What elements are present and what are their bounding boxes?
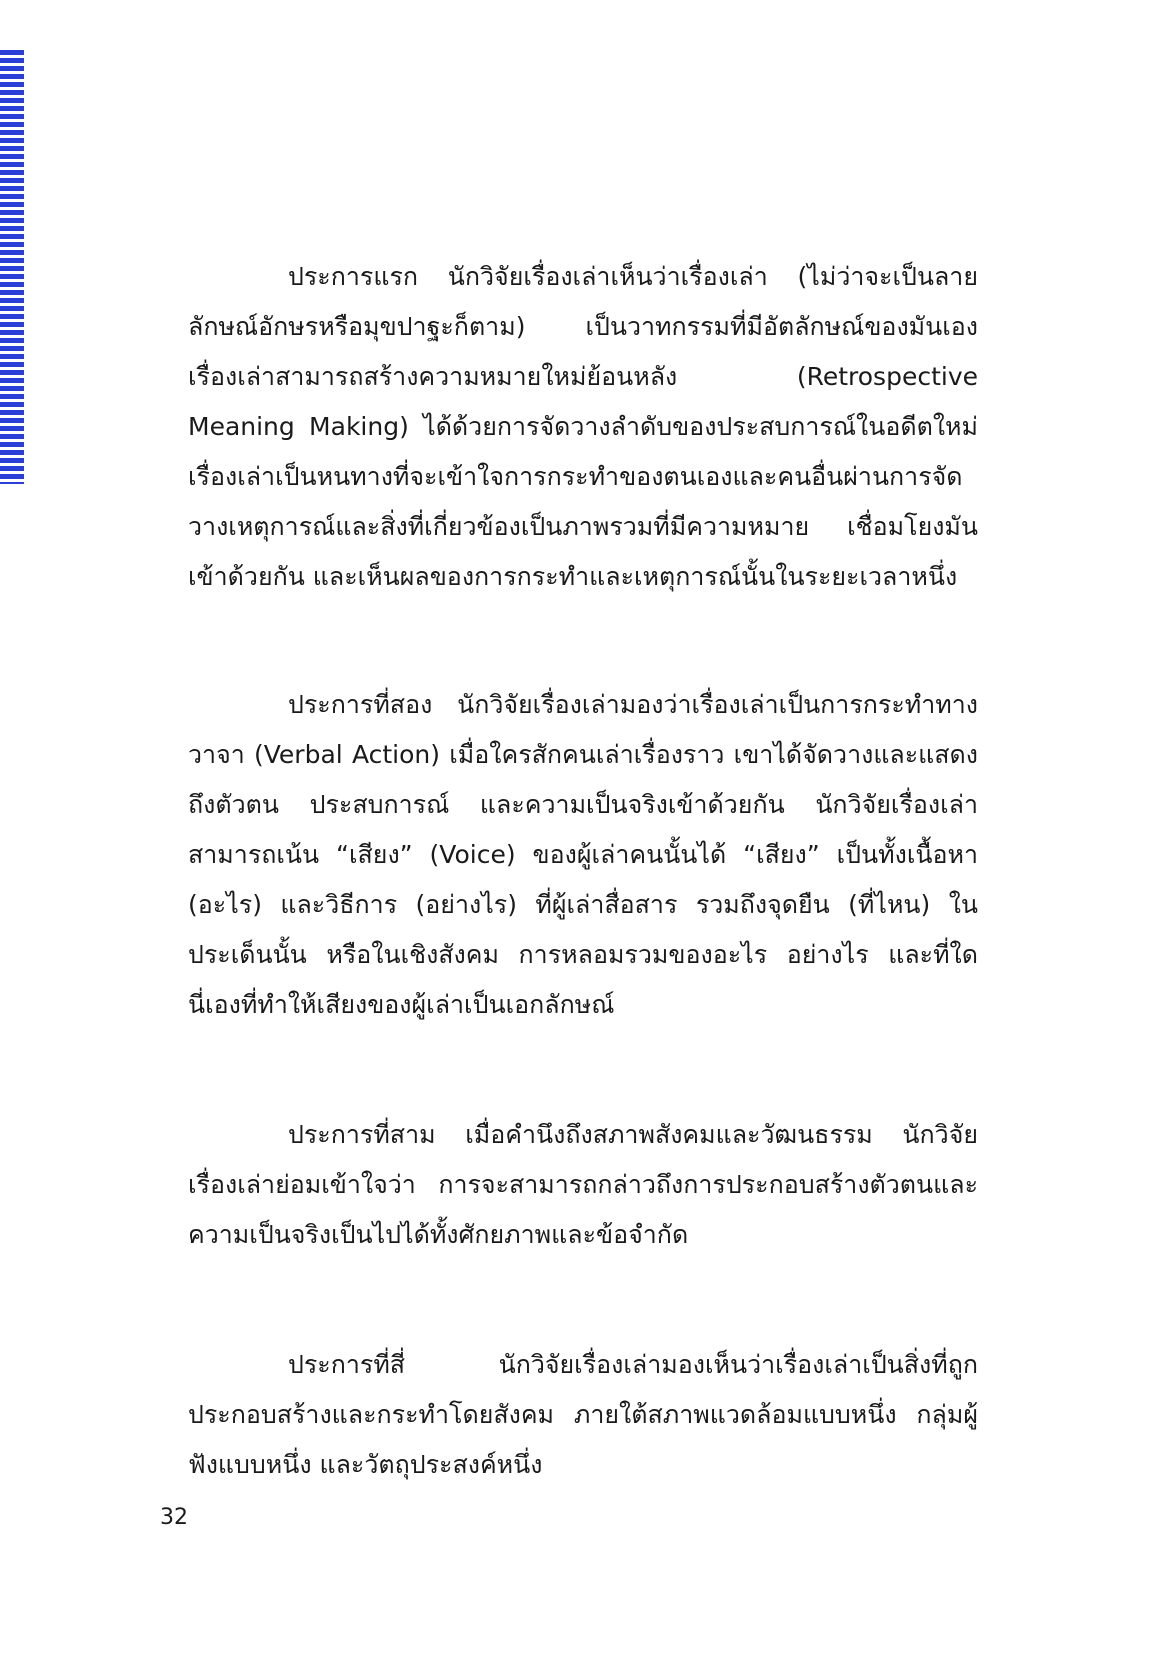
paragraph-second-point: ประการที่สอง นักวิจัยเรื่องเล่ามองว่าเรื่องเล่าเป็นการกระทำทางวาจา (Verbal Action) เมื่อใครสักคนเล่าเรื่องราว เขาได้จัดวางและแสดงถึงตัวตน ประสบการณ์ และความเป็นจริงเข้าด้วยกัน นักวิจัยเรื่องเล่าสามารถเน้น “เสียง” (Voice) ของผู้เล่าคนนั้นได้ “เสียง” เป็นทั้งเนื้อหา (อะไร) และวิธีการ (อย่างไร) ที่ผู้เล่าสื่อสาร รวมถึงจุดยืน (ที่ไหน) ในประเด็นนั้น หรือในเชิงสังคม การหลอมรวมของอะไร อย่างไร และที่ใดนี่เองที่ทำให้เสียงของผู้เล่าเป็นเอกลักษณ์: [188, 690, 978, 1019]
paragraph-third-point: ประการที่สาม เมื่อคำนึงถึงสภาพสังคมและวัฒนธรรม นักวิจัยเรื่องเล่าย่อมเข้าใจว่า การจะสามารถกล่าวถึงการประกอบสร้างตัวตนและความเป็นจริงเป็นไปได้ทั้งศักยภาพและข้อจำกัด: [188, 1120, 978, 1249]
edge-stripe-decoration: [0, 50, 24, 484]
page-body: [188, 252, 978, 1570]
page-number: 32: [160, 1505, 188, 1530]
paragraph-fourth-point: ประการที่สี่ นักวิจัยเรื่องเล่ามองเห็นว่าเรื่องเล่าเป็นสิ่งที่ถูกประกอบสร้างและกระทำโดยสังคม ภายใต้สภาพแวดล้อมแบบหนึ่ง กลุ่มผู้ฟังแบบหนึ่ง และวัตถุประสงค์หนึ่ง: [188, 1350, 978, 1479]
paragraph-first-point: ประการแรก นักวิจัยเรื่องเล่าเห็นว่าเรื่องเล่า (ไม่ว่าจะเป็นลายลักษณ์อักษรหรือมุขปาฐะก็ตาม) เป็นวาทกรรมที่มีอัตลักษณ์ของมันเอง เรื่องเล่าสามารถสร้างความหมายใหม่ย้อนหลัง (Retrospective Meaning Making) ได้ด้วยการจัดวางลำดับของประสบการณ์ในอดีตใหม่ เรื่องเล่าเป็นหนทางที่จะเข้าใจการกระทำของตนเองและคนอื่นผ่านการจัดวางเหตุการณ์และสิ่งที่เกี่ยวข้องเป็นภาพรวมที่มีความหมาย เชื่อมโยงมันเข้าด้วยกัน และเห็นผลของการกระทำและเหตุการณ์นั้นในระยะเวลาหนึ่ง: [188, 262, 978, 591]
